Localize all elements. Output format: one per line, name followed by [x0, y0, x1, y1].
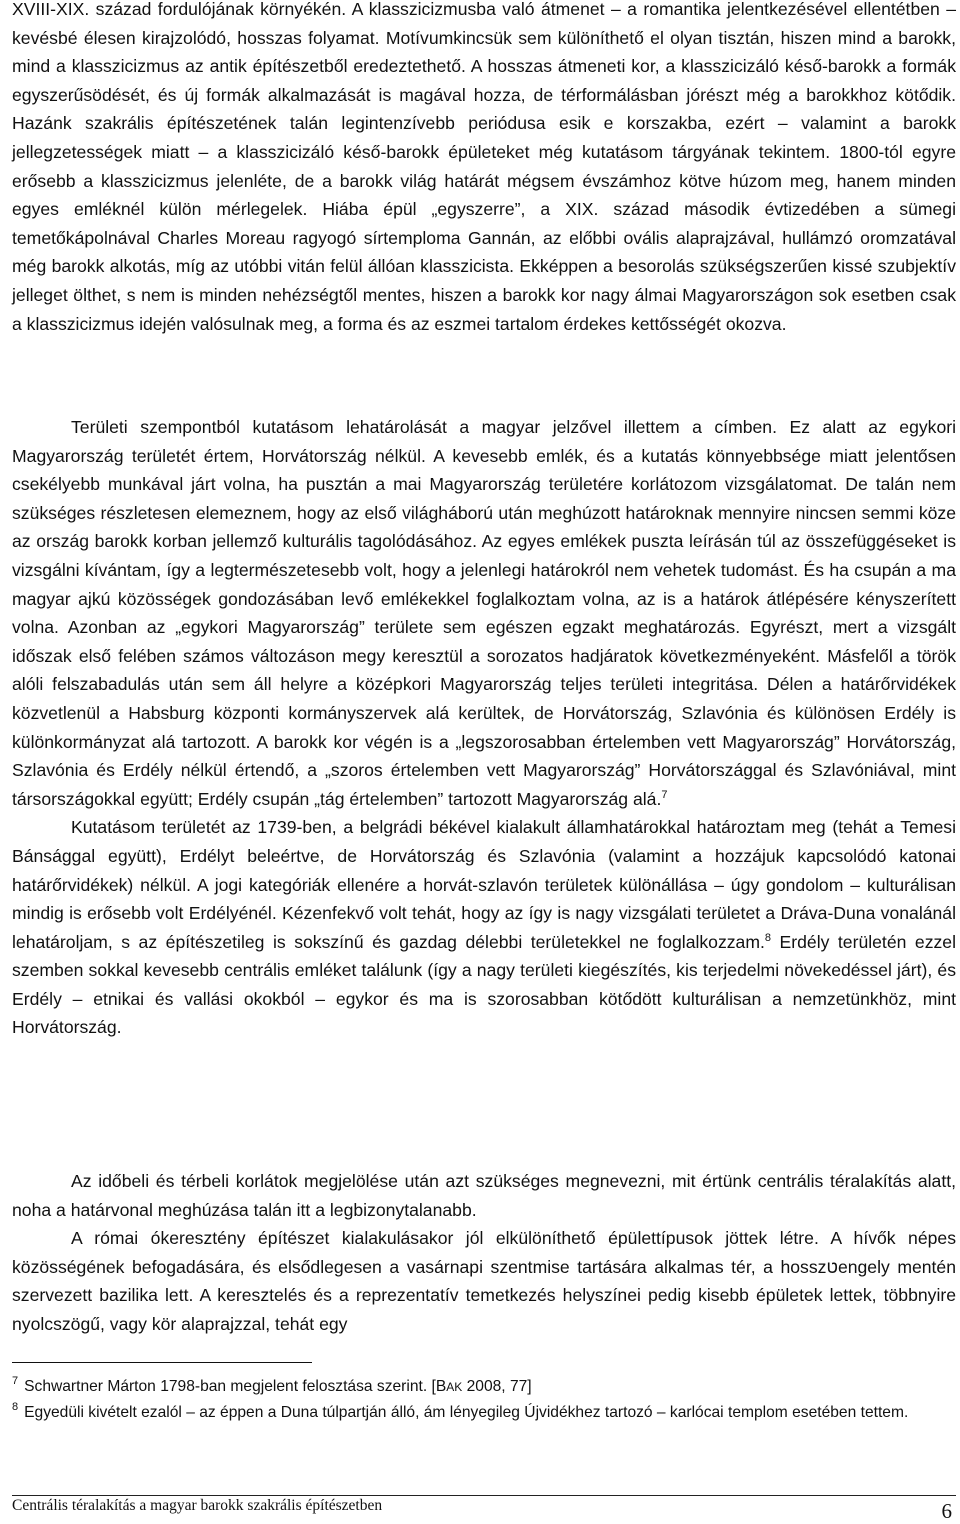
text-run: 2008, 77]	[462, 1378, 532, 1395]
paragraph	[12, 0, 956, 338]
text-run: A római ókeresztény építészet kialakulásakor jól elkülöníthető épülettípusok jöttek létre. A hívők népes közösségének befogadására, és elsődlegesen a vasárnapi szentmise tartására alkalmas tér, a hosszטengely mentén szervezett bazilika lett. A keresztelés és a reprezentatív temetkezés helyszínei pedig kisebb épületek lettek, többnyire nyolcszögű, vagy kör alaprajzzal, tehát egy	[12, 1228, 956, 1334]
footnote-reference: 7	[661, 788, 668, 801]
body-text-block	[12, 0, 956, 338]
footnote-number: 7	[12, 1375, 19, 1387]
text-run: XVIII-XIX. század fordulójának környékén. A klasszicizmusba való átmenet – a romantika jelentkezésével ellentétben – kevésbé élesen kirajzolódó, hosszas folyamat. Motívumkincsük sem különíthető el olyan tisztán, hiszen mind a barokk, mind a klasszicizmus az antik építészetből eredeztethető. A hosszas átmeneti kor, a klasszicizáló késő-barokk a formák egyszerűsödését, és új formák alkalmazását is magával hozza, de térformálásban jórészt még a barokkhoz kötődik. Hazánk szakrális építészetének talán legintenzívebb periódusa esik e korszakba, ezért – valamint a barokk jellegzetességek miatt – a klasszicizáló késő-barokk épületeket még kutatásom tárgyának tekintem. 1800-tól egyre erősebb a klasszicizmus jelenléte, de a barokk világ határát mégsem évszámhoz kötve húzom meg, hanem minden egyes emléknél külön mérlegelek. Hiába épül „egyszerre”, a XIX. század második évtizedében a sümegi temetőkápolnával Charles Moreau ragyogó sírtemploma Gannán, az előbbi ovális alaprajzával, hullámzó oromzatával még barokk alkotás, míg az utóbbi vitán felül állóan klasszicista. Ekképpen a besorolás szükségszerűen kissé szubjektív jelleget ölthet, s nem is minden nehézségtől mentes, hiszen a barokk kor nagy álmai Magyarországon sok esetben csak a klasszicizmus idején valósulnak meg, a forma és az eszmei tartalom érdekes kettősségét okozva.	[12, 0, 956, 334]
footnote	[12, 1374, 956, 1400]
footnotes	[12, 1374, 956, 1426]
paragraph	[12, 1224, 956, 1338]
body-text-block	[12, 1167, 956, 1339]
text-run: Erdély területén ezzel szemben sokkal kevesebb centrális emléket találunk (így a nagy területi kiegészítés, kis terjedelmi növekedéssel járt), és Erdély – etnikai és vallási okokból – egykor és ma is szorosabban kötődött kulturálisan a nemzetünkhöz, mint Horvátország.	[12, 931, 956, 1038]
paragraph	[12, 413, 956, 813]
running-footer-title: Centrális téralakítás a magyar barokk szakrális építészetben	[12, 1497, 383, 1514]
text-run: Egyedüli kivételt ezalól – az éppen a Duna túlpartján álló, ám lényegileg Újvidékhez tartozó – karlócai templom esetében tettem.	[24, 1404, 909, 1421]
footnote-reference: 8	[764, 931, 772, 944]
small-caps-run: AK	[446, 1380, 463, 1394]
text-run: Területi szempontból kutatásom lehatárolását a magyar jelzővel illettem a címben. Ez alatt az egykori Magyarország területét értem, Horvátország nélkül. A kevesebb emlék, és a kutatás könnyebbsége miatt jelentősen csekélyebb munkával járt volna, ha pusztán a mai Magyarország területére korlátozom vizsgálatomat. De talán nem szükséges részletesen elemeznem, hogy az első világháború után meghúzott határoknak mennyire nincsen semmi köze az ország barokk korban jellemző kulturális tagolódásához. Az egyes emlékek puszta leírásán túl az összefüggéseket is vizsgálni kívántam, így a legtermészetesebb volt, hogy a jelenlegi határokról nem vehetek tudomást. És ha csupán a ma magyar ajkú közösségek gondozásában levő emlékekkel foglalkoztam volna, az is a határok átlépésére kényszerített volna. Azonban az „egykori Magyarország” területe sem egészen egzakt meghatározás. Egyrészt, mert a vizsgált időszak első felében számos változáson megy keresztül a sorozatos hadjáratok következményeként. Másfelől a török alóli felszabadulás után sem áll helyre a középkori Magyarország teljes területi integritása. Délen a határőrvidékek közvetlenül a Habsburg központi kormányszervek alá kerültek, de Horvátország, Szlavónia és különösen Erdély is különkormányzat alá tartozott. A barokk kor végén is a „legszorosabban értelemben vett Magyarország” Horvátország, Szlavónia és Erdély nélkül értendő, a „szoros értelemben vett Magyarország” Horvátországgal és Szlavóniával, mint társországokkal együtt; Erdély csupán „tág értelemben” tartozott Magyarország alá.	[12, 417, 956, 809]
footnote	[12, 1400, 956, 1426]
text-run: Az időbeli és térbeli korlátok megjelölése után azt szükséges megnevezni, mit értünk centrális téralakítás alatt, noha a határvonal meghúzása talán itt a legbizonytalanabb.	[12, 1171, 956, 1220]
text-run: Schwartner Márton 1798-ban megjelent felosztása szerint. [B	[24, 1378, 447, 1395]
text-run: Kutatásom területét az 1739-ben, a belgrádi békével kialakult államhatárokkal határoztam meg (tehát a Temesi Bánsággal együtt), Erdélyt beleértve, de Horvátország és Szlavónia (valamint a hozzájuk kapcsolódó katonai határőrvidékek) nélkül. A jogi kategóriák ellenére a horvát-szlavón területek különállása – úgy gondolom – kulturálisan mindig is erősebb volt Erdélyénél. Kézenfekvő volt tehát, hogy az így is nagy vizsgálati területet a Dráva-Duna vonalánál lehatároljam, s az építészetileg is sokszínű és gazdag délebbi területekkel ne foglalkozzam.	[12, 817, 956, 952]
paragraph	[12, 1167, 956, 1224]
footnote-separator	[12, 1362, 312, 1363]
body-text-block	[12, 413, 956, 1042]
footnote-number: 8	[12, 1401, 19, 1413]
paragraph	[12, 813, 956, 1042]
footer-rule	[12, 1495, 956, 1496]
page-number: 6	[941, 1499, 952, 1523]
